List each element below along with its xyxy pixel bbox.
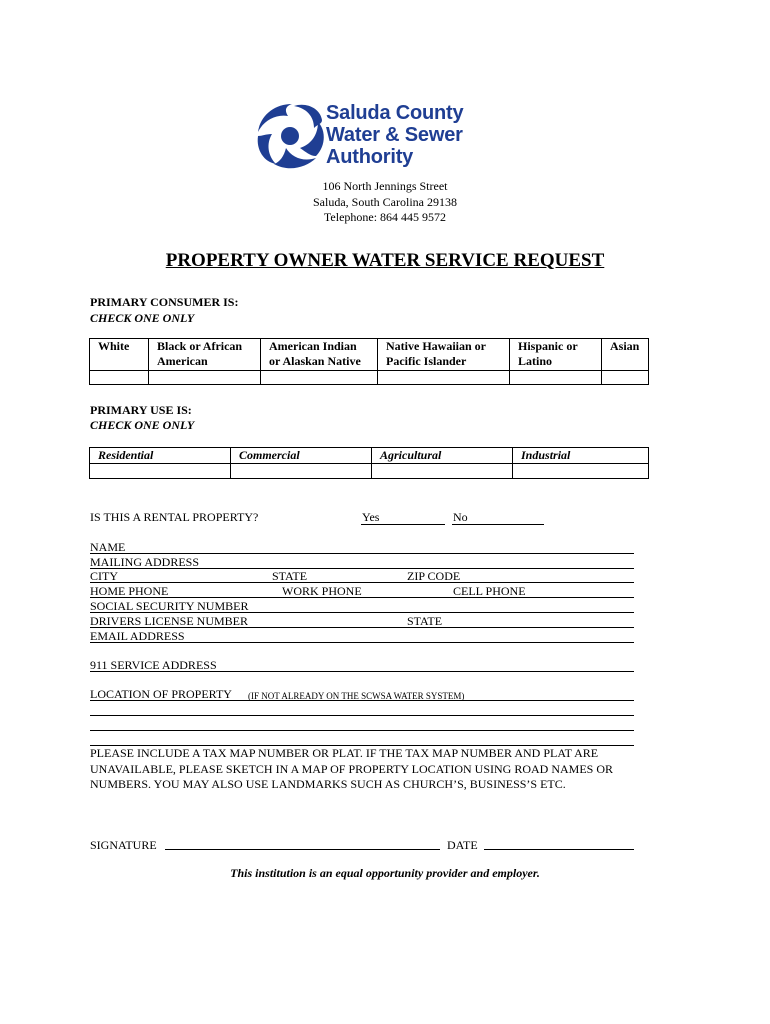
use-checkbox-industrial[interactable] xyxy=(513,464,649,479)
date-label: DATE xyxy=(447,838,478,852)
state-label: STATE xyxy=(272,569,308,583)
city-state-zip-field[interactable] xyxy=(90,568,634,583)
consumer-option-black: Black or African American xyxy=(149,339,261,371)
ssn-label: SOCIAL SECURITY NUMBER xyxy=(90,599,249,613)
use-option-residential: Residential xyxy=(90,448,231,464)
consumer-option-white: White xyxy=(90,339,149,371)
mailing-address-label: MAILING ADDRESS xyxy=(90,555,200,569)
address-line2: Saluda, South Carolina 29138 xyxy=(313,195,457,209)
org-name-line1: Saluda County xyxy=(326,102,464,124)
location-line-3[interactable] xyxy=(90,716,634,731)
date-field[interactable] xyxy=(484,849,634,850)
use-checkbox-agricultural[interactable] xyxy=(372,464,513,479)
consumer-checkbox-black[interactable] xyxy=(149,371,261,385)
use-option-agricultural: Agricultural xyxy=(372,448,513,464)
telephone: Telephone: 864 445 9572 xyxy=(323,210,447,224)
zip-label: ZIP CODE xyxy=(407,569,461,583)
org-name-line3: Authority xyxy=(326,146,414,168)
consumer-instruction: CHECK ONE ONLY xyxy=(90,311,195,325)
consumer-option-hawaiian: Native Hawaiian or Pacific Islander xyxy=(378,339,510,371)
name-field[interactable] xyxy=(90,539,634,554)
footer-statement: This institution is an equal opportunity provider and employer. xyxy=(230,866,540,880)
use-checkbox-commercial[interactable] xyxy=(231,464,372,479)
service-address-label: 911 SERVICE ADDRESS xyxy=(90,658,217,672)
swirl-logo-icon xyxy=(258,104,324,168)
home-phone-label: HOME PHONE xyxy=(90,584,169,598)
instructions-paragraph: PLEASE INCLUDE A TAX MAP NUMBER OR PLAT. IF THE TAX MAP NUMBER AND PLAT ARE UNAVAILABLE, PLEASE SKETCH IN A MAP OF PROPERTY LOCATION USING ROAD NAMES OR NUMBERS. YOU MAY ALSO USE LANDMARKS SUCH AS CHURCH’S, BUSINESS’S ETC. xyxy=(90,746,613,791)
logo-text xyxy=(326,102,463,168)
use-instruction: CHECK ONE ONLY xyxy=(90,418,195,432)
consumer-option-hispanic: Hispanic or Latino xyxy=(510,339,602,371)
consumer-checkbox-hispanic[interactable] xyxy=(510,371,602,385)
rental-no-label: No xyxy=(453,510,468,524)
dl-state-label: STATE xyxy=(407,614,443,628)
work-phone-label: WORK PHONE xyxy=(282,584,362,598)
email-label: EMAIL ADDRESS xyxy=(90,629,185,643)
use-table xyxy=(89,447,649,479)
address-line1: 106 North Jennings Street xyxy=(322,179,448,193)
use-option-commercial: Commercial xyxy=(231,448,372,464)
use-heading: PRIMARY USE IS: xyxy=(90,403,192,417)
use-checkbox-residential[interactable] xyxy=(90,464,231,479)
consumer-table xyxy=(89,338,649,385)
signature-field[interactable] xyxy=(165,849,440,850)
dl-label: DRIVERS LICENSE NUMBER xyxy=(90,614,249,628)
consumer-checkbox-hawaiian[interactable] xyxy=(378,371,510,385)
location-note: (IF NOT ALREADY ON THE SCWSA WATER SYSTEM) xyxy=(248,691,465,701)
phone-field[interactable] xyxy=(90,583,634,598)
consumer-checkbox-asian[interactable] xyxy=(602,371,649,385)
rental-yes-label: Yes xyxy=(362,510,380,524)
page-title: PROPERTY OWNER WATER SERVICE REQUEST xyxy=(165,250,605,271)
name-label: NAME xyxy=(90,540,126,554)
city-label: CITY xyxy=(90,569,118,583)
consumer-option-american-indian: American Indian or Alaskan Native xyxy=(261,339,378,371)
consumer-checkbox-american-indian[interactable] xyxy=(261,371,378,385)
consumer-option-asian: Asian xyxy=(602,339,649,371)
use-option-industrial: Industrial xyxy=(513,448,649,464)
consumer-checkbox-white[interactable] xyxy=(90,371,149,385)
consumer-heading: PRIMARY CONSUMER IS: xyxy=(90,295,239,309)
org-name-line2: Water & Sewer xyxy=(326,124,463,146)
location-label: LOCATION OF PROPERTY xyxy=(90,687,232,701)
rental-question: IS THIS A RENTAL PROPERTY? xyxy=(90,510,259,524)
location-line-2[interactable] xyxy=(90,701,634,716)
cell-phone-label: CELL PHONE xyxy=(453,584,526,598)
signature-label: SIGNATURE xyxy=(90,838,157,852)
location-line-4[interactable] xyxy=(90,731,634,746)
